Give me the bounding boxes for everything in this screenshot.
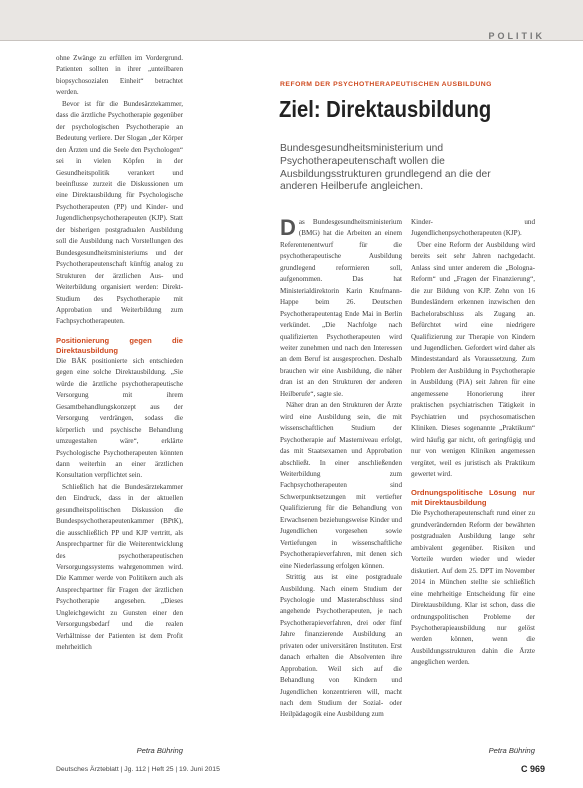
paragraph: Die BÄK positionierte sich entschieden gegen eine solche Direktausbildung. „Sie würde die ärztliche psychotherapeutische Versorgung mit ihrem Gesamtbehandlungskonzept aus der Versorgung verdrängen, sodass die körperlich und psychische Behandlung umzugestalten wäre“, erklärte Psychologische Psychotherapeuten könnten dann weiterhin an einer ärztlichen Konsultation verpflichtet sein. — [56, 356, 183, 480]
paragraph: Die Psychotherapeutenschaft rund einer zu grundverändernden Reform der bewährten postgradualen Ausbildung lange sehr ambivalent gegenüber. Risiken und Vorteile wurden wieder und wieder diskutiert. Auf dem 25. DPT im November 2014 in München stellte sie schließlich eine mehrheitige Entscheidung für eine Direktausbildung. Klar ist schon, dass die ordnungspolitischen Probleme der Psychotherapieausbildung nur gelöst werden können, wenn die Ausbildungsstrukturen dahin die Ärzte angeglichen werden. — [411, 509, 535, 667]
subheading: Positionierung gegen die Direktausbildung — [56, 335, 183, 355]
article-kicker: REFORM DER PSYCHOTHERAPEUTISCHEN AUSBILDUNG — [280, 81, 492, 88]
section-label: POLITIK — [488, 31, 545, 41]
paragraph: Schließlich hat die Bundesärztekammer den Eindruck, dass in der aktuellen gesundheitspolitischen Diskussion die Bundespsychotherapeutenkammer (BPtK), die ausschließlich PP und KJP vertritt, als Ansprechpartner für die Weiterentwicklung des psychotherapeutischen Versorgungssystems wahrgenommen wird. Die Kammer werde von Politikern auch als Ansprechpartner für Fragen der ärztlichen Psychotherapie angesehen. „Dieses Ungleichgewicht zu Gunsten einer den Versorgungsbedarf und die realen Verhältnisse der Patienten ist dem Profit mehrheitlich — [56, 482, 183, 652]
drop-cap: D — [280, 215, 296, 240]
page-number: C 969 — [520, 764, 545, 774]
paragraph: Über eine Reform der Ausbildung wird bereits seit sehr Jahren nachgedacht. Anlass sind unter anderem die „Bologna-Reform“ und „Fragen der Finanzierung“, die zur Bildung von KJP. Zehn von 16 Bundesländern erkennen inzwischen den Bachelorabschluss als Zugang an. Befürchtet wird eine niedrigere Qualifizierung zur Therapie von Kindern und Jugendlichen. Gefordert wird daher als Mindeststandard als Voraussetzung. Zum Problem der Ausbildung in Psychotherapie in Ausbildung (PiA) seit Jahren für eine angemessene Honorierung ihrer praktischen psychiatrischen Tätigkeit in Psychiatrien und psychosomatischen Kliniken. Dieses sogenannte „Praktikum“ wird häufig gar nicht, oft geringfügig und nur von wenigen Kliniken angemessen vergütet, weil es juristisch als Praktikum gewertet wird. — [411, 240, 535, 478]
middle-column — [280, 217, 402, 721]
author-signature: Petra Bühring — [488, 746, 535, 755]
article-lead: Bundesgesundheitsministerium und Psychotherapeutenschaft wollen die Ausbildungsstrukturen grundlegend an die der anderen Heilberufe angleichen. — [280, 143, 491, 193]
author-signature: Petra Bühring — [136, 746, 183, 755]
paragraph: Das Bundesgesundheitsministerium (BMG) hat die Arbeiten an einem Referentenentwurf für die psychotherapeutische Ausbildung grundlegend reformieren soll, aufgenommen. Das hat Ministerialdirektorin Karin Knufmann-Happe beim 26. Deutschen Psychotherapeutentag Ende Mai in Berlin verkündet. „Die Nachfolge nach qualifizierten Psychotherapeuten wird weiter zunehmen und nach den Interessen an dem Beruf ist ausgesprochen. Deshalb brauchen wir eine Ausbildung, die näher dran ist an den Strukturen der anderen Heilberufe“, sagte sie. — [280, 215, 402, 398]
paragraph: Bevor ist für die Bundesärztekammer, dass die ärztliche Psychotherapie gegenüber der psychologischen Psychotherapie an Bedeutung verliere. Der Slogan „der Körper den Ärzten und die Seele den Psychologen“ sei in vielen Köpfen in der Gesundheitspolitik verankert und beeinflusse zurzeit die Diskussionen um eine Direktausbildung für Psychologische Psychotherapeuten (PP) und Kinder- und Jugendlichenpsychotherapeuten (KJP). Statt der bisherigen postgradualen Ausbildung soll die Ausbildung nach Vorstellungen des Bundesgesundheitsministeriums und der Psychotherapeutenschaft künftig analog zu Strukturen der ärztlichen Aus- und Weiterbildung organisiert werden: Direkt-Studium des Psychotherapie mit Approbation und Weiterbildung zum Fachpsychotherapeuten. — [56, 99, 183, 326]
paragraph: ohne Zwänge zu erfüllen im Vordergrund. Patienten sollten in ihrer „unteilbaren biopsychosozialen Einheit“ betrachtet werden. — [56, 54, 183, 97]
paragraph: Kinder- und Jugendlichenpsychotherapeuten (KJP). — [411, 218, 535, 238]
footer-citation: Deutsches Ärzteblatt | Jg. 112 | Heft 25 | 19. Juni 2015 — [56, 766, 220, 773]
left-column — [56, 53, 183, 654]
paragraph: Näher dran an den Strukturen der Ärzte wird eine Ausbildung sein, die mit wissenschaftlichen Studium der Psychotherapie auf Masterniveau erfolgt, das mit Staatsexamen und Approbation abschließt. In einer anschließenden Weiterbildung zum Fachpsychotherapeuten sind Schwerpunktsetzungen mit vertiefter Qualifizierung für die Behandlung von Erwachsenen beziehungsweise Kinder und Jugendlichen vorgesehen sowie Vertiefungen in wissenschaftliche Psychotherapieverfahren, mit denen sich eine Niederlassung erfolgen können. — [280, 401, 402, 570]
subheading: Ordnungspolitische Lösung nur mit Direktausbildung — [411, 488, 535, 508]
paragraph: Strittig aus ist eine postgraduale Ausbildung. Nach einem Studium der Psychologie und Masterabschluss sind angehende Psychotherapeuten, je nach Psychotherapieverfahren, drei oder fünf Jahre finanzierende Ausbildung an privaten oder universitären Instituten. Erst danach erhalten die Absolventen ihre Approbation. Weil sich auf die Behandlung von Kindern und Jugendlichen konzentrieren will, macht nach dem Studium der Sozial- oder Heilpädagogik eine Ausbildung zum — [280, 573, 402, 719]
article-headline: Ziel: Direktausbildung — [279, 96, 492, 122]
right-column — [411, 217, 535, 669]
